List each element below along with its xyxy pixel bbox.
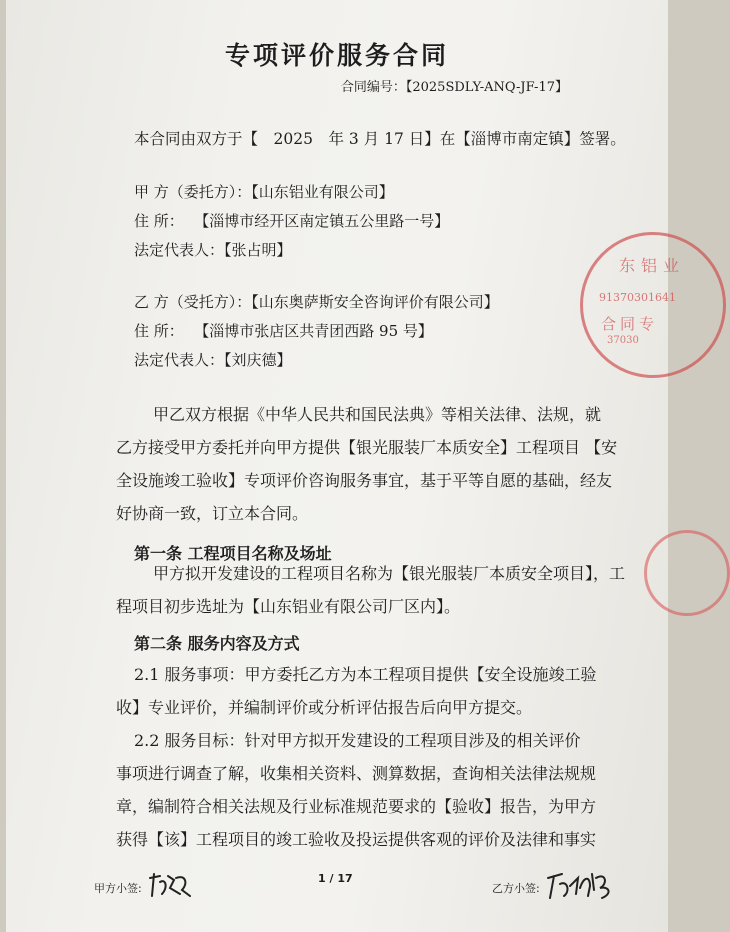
party-b-address-value: 【淄博市张店区共青团西路 95 号】 (201, 322, 433, 340)
article-2-line: 2.1 服务事项：甲方委托乙方为本工程项目提供【安全设施竣工验 (134, 665, 597, 684)
party-b-name (134, 291, 499, 312)
seal-number: 91370301641 (599, 291, 676, 304)
signing-statement: 本合同由双方于【 2025 年 3 月 17 日】在【淄博市南定镇】签署。 (134, 130, 626, 148)
party-a-name (134, 181, 394, 202)
seal-text: 东铝业 (619, 256, 686, 275)
article-2-line: 章，编制符合相关法规及行业标准规范要求的【验收】报告，为甲方 (116, 797, 597, 816)
party-a-representative (134, 239, 292, 260)
article-2-line: 事项进行调查了解，收集相关资料、测算数据，查询相关法律法规规 (116, 764, 597, 783)
intro-line: 甲乙双方根据《中华人民共和国民法典》等相关法律、法规，就 (153, 405, 602, 424)
party-b-address (134, 320, 433, 341)
contract-page (6, 0, 686, 932)
contract-number: 合同编号：【2025SDLY-ANQ-JF-17】 (340, 80, 568, 95)
document-title: 专项评价服务合同 (224, 41, 449, 70)
article-2-line: 获得【该】工程项目的竣工验收及投运提供客观的评价及法律和事实 (116, 830, 597, 849)
party-b-rep-value: 【刘庆德】 (224, 351, 292, 369)
party-b-signature (544, 864, 620, 904)
page-number: 1 / 17 (318, 872, 353, 885)
party-a-rep-value: 【张占明】 (224, 241, 292, 259)
article-1-line: 程项目初步选址为【山东铝业有限公司厂区内】。 (116, 597, 461, 616)
article-2-line: 收】专业评价，并编制评价或分析评估报告后向甲方提交。 (116, 698, 533, 717)
secondary-seal-fragment (644, 530, 730, 616)
party-a-name-label: 甲 方（委托方）： (134, 183, 252, 201)
party-a-name-value: 【山东铝业有限公司】 (251, 183, 394, 201)
party-b-name-value: 【山东奥萨斯安全咨询评价有限公司】 (251, 293, 499, 311)
seal-code: 37030 (607, 335, 639, 346)
party-b-representative (134, 349, 292, 370)
party-b-rep-label: 法定代表人： (134, 351, 225, 369)
party-a-address-value: 【淄博市经开区南定镇五公里路一号】 (201, 212, 450, 230)
company-seal (580, 232, 726, 378)
party-b-initials-label: 乙方小签: (492, 882, 540, 895)
seal-label: 合同专 (601, 315, 659, 333)
party-a-rep-label: 法定代表人： (134, 241, 225, 259)
intro-line: 好协商一致，订立本合同。 (116, 504, 309, 523)
intro-line: 全设施竣工验收】专项评价咨询服务事宜，基于平等自愿的基础，经友 (116, 471, 613, 490)
article-1-line: 甲方拟开发建设的工程项目名称为【银光服装厂本质安全项目】，工 (153, 564, 626, 583)
party-a-address-label: 住 所： (134, 212, 184, 230)
party-b-name-label: 乙 方（受托方）： (134, 293, 252, 311)
party-a-initials-label: 甲方小签: (94, 882, 142, 895)
article-1-heading: 第一条 工程项目名称及场址 (134, 544, 332, 563)
article-2-heading: 第二条 服务内容及方式 (134, 634, 300, 653)
party-b-address-label: 住 所： (134, 322, 184, 340)
intro-line: 乙方接受甲方委托并向甲方提供【银光服装厂本质安全】工程项目 【安 (116, 438, 618, 457)
party-a-signature (146, 870, 196, 900)
party-a-address (134, 210, 449, 231)
article-2-line: 2.2 服务目标：针对甲方拟开发建设的工程项目涉及的相关评价 (134, 731, 581, 750)
